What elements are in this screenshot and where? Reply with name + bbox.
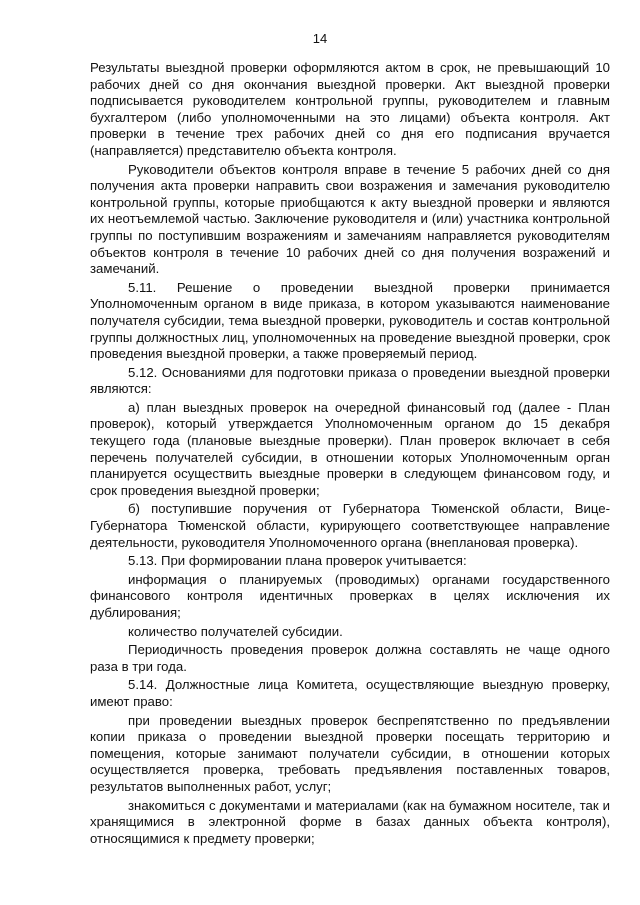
document-body <box>90 60 610 847</box>
paragraph-5-14-visit: при проведении выездных проверок беспрепятственно по предъявлении копии приказа о проведении выездной проверки посещать территорию и помещения, которые занимают получатели субсидии, в отношении которых осуществляется проверка, требовать предъявления поставленных товаров, результатов выполненных работ, услуг; <box>90 712 610 794</box>
paragraph-5-13-info: информация о планируемых (проводимых) органами государственного финансового контроля идентичных проверках в целях исключения их дублирования; <box>90 571 610 620</box>
page-number: 14 <box>312 31 328 46</box>
paragraph-5-13: 5.13. При формировании плана проверок учитывается: <box>128 553 467 569</box>
paragraph-5-12-a: а) план выездных проверок на очередной финансовый год (далее - План проверок), который утверждается Уполномоченным органом до 15 декабря текущего года (плановые выездные проверки). План проверок включает в себя перечень получателей субсидии, в отношении которых Уполномоченным орган планируется осуществить выездные проверки в следующем финансовом году, и срок проведения выездной проверки; <box>90 399 610 498</box>
paragraph-5-14-documents: знакомиться с документами и материалами (как на бумажном носителе, так и хранящимися в электронной форме в базах данных объекта контроля), относящимися к предмету проверки; <box>90 797 610 846</box>
paragraph-5-12-b: б) поступившие поручения от Губернатора Тюменской области, Вице-Губернатора Тюменской области, курирующего соответствующее направление деятельности, руководителя Уполномоченного органа (внеплановая проверка). <box>90 501 610 550</box>
paragraph-act-results: Результаты выездной проверки оформляются актом в срок, не превышающий 10 рабочих дней со дня окончания выездной проверки. Акт выездной проверки подписывается руководителем контрольной группы, руководителем и главным бухгалтером (либо уполномоченными на это лицами) объекта контроля. Акт проверки в течение трех рабочих дней со дня его подписания вручается (направляется) представителю объекта контроля. <box>90 60 610 158</box>
paragraph-periodicity: Периодичность проведения проверок должна составлять не чаще одного раза в три года. <box>90 642 610 674</box>
paragraph-objections: Руководители объектов контроля вправе в течение 5 рабочих дней со дня получения акта проверки направить свои возражения и замечания руководителю контрольной группы, которые приобщаются к акту выездной проверки и являются их неотъемлемой частью. Заключение руководителя и (или) участника контрольной группы по поступившим возражениям и замечаниям направляется руководителям объектов контроля в течение 10 рабочих дней со дня получения возражений и замечаний. <box>90 161 610 277</box>
paragraph-5-14: 5.14. Должностные лица Комитета, осуществляющие выездную проверку, имеют право: <box>90 677 610 709</box>
paragraph-5-12: 5.12. Основаниями для подготовки приказа о проведении выездной проверки являются: <box>90 364 610 397</box>
paragraph-5-13-count: количество получателей субсидии. <box>128 623 343 639</box>
paragraph-5-11: 5.11. Решение о проведении выездной проверки принимается Уполномоченным органом в виде приказа, в котором указываются наименование получателя субсидии, тема выездной проверки, руководитель и состав контрольной группы должностных лиц, уполномоченных на проведение выездной проверки, срок проведения выездной проверки, а также проверяемый период. <box>90 279 610 362</box>
